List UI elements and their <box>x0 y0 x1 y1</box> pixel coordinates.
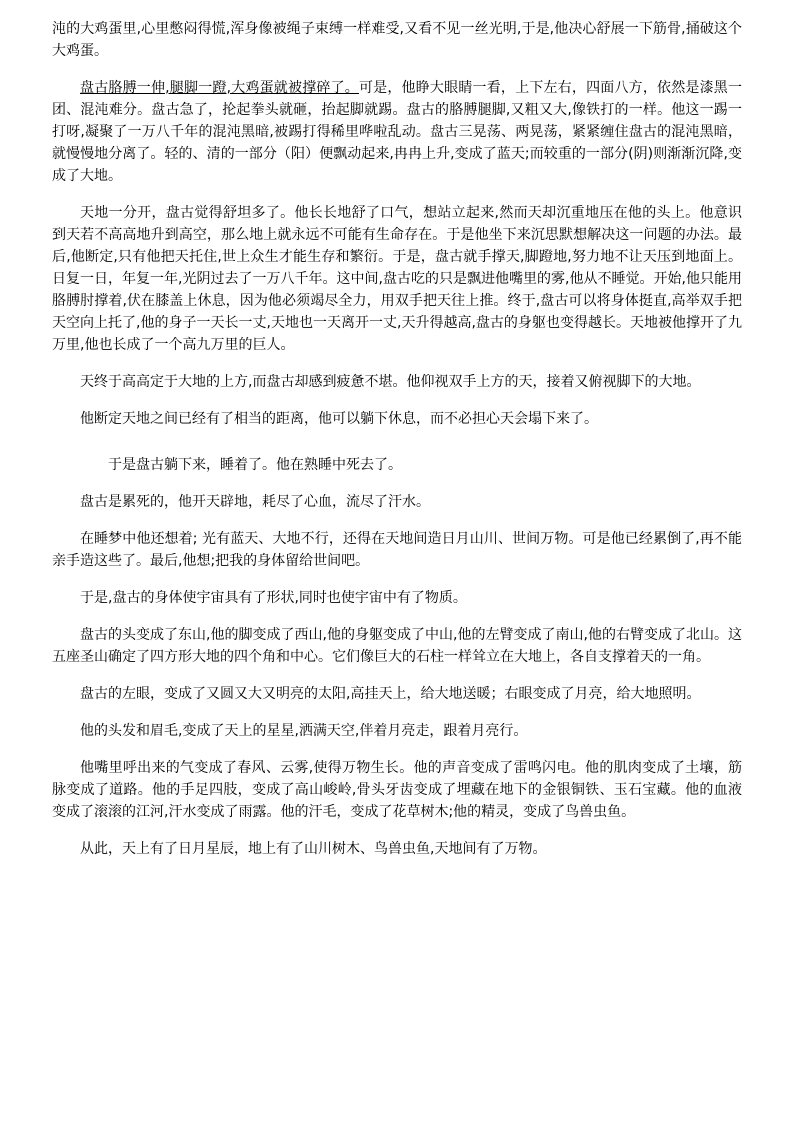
paragraph-12 <box>52 720 742 742</box>
paragraph-7 <box>52 491 742 513</box>
paragraph-10 <box>52 624 742 668</box>
paragraph-text: 盘古的左眼，变成了又圆又大又明亮的太阳,高挂天上，给大地送暖；右眼变成了月亮，给大地照明。 <box>80 686 701 702</box>
paragraph-text: 沌的大鸡蛋里,心里憋闷得慌,浑身像被绳子束缚一样难受,又看不见一丝光明,于是,他决心舒展一下筋骨,捅破这个大鸡蛋。 <box>52 21 742 59</box>
paragraph-text: 他断定天地之间已经有了相当的距离，他可以躺下休息，而不必担心天会塌下来了。 <box>80 411 598 427</box>
paragraph-4 <box>52 371 742 393</box>
paragraph-text: 天地一分开，盘古觉得舒坦多了。他长长地舒了口气，想站立起来,然而天却沉重地压在他的头上。他意识到天若不高高地升到高空，那么地上就永远不可能有生命存在。于是他坐下来沉思默想解决这一问题的办法。最后,他断定,只有他把天托住,世上众生才能生存和繁衍。于是，盘古就手撑天,脚蹬地,努力地不让天压到地面上。日复一日，年复一年,光阴过去了一万八千年。这中间,盘古吃的只是飘进他嘴里的雾,他从不睡觉。开始,他只能用胳膊肘撑着,伏在膝盖上休息，因为他必须竭尽全力，用双手把天往上推。终于,盘古可以将身体挺直,高举双手把天空向上托了,他的身子一天长一丈,天地也一天离开一丈,天升得越高,盘古的身躯也变得越长。天地被他撑开了九万里,他也长成了一个高九万里的巨人。 <box>52 205 742 353</box>
paragraph-text: 在睡梦中他还想着; 光有蓝天、大地不行，还得在天地间造日月山川、世间万物。可是他已经累倒了,再不能亲手造这些了。最后,他想;把我的身体留给世间吧。 <box>52 531 742 569</box>
paragraph-2 <box>52 77 742 187</box>
paragraph-text: 盘古是累死的，他开天辟地，耗尽了心血，流尽了汗水。 <box>80 494 430 510</box>
paragraph-text: 从此，天上有了日月星辰，地上有了山川树木、鸟兽虫鱼,天地间有了万物。 <box>80 841 547 857</box>
paragraph-1 <box>52 18 742 62</box>
paragraph-text: 天终于高高定于大地的上方,而盘古却感到疲惫不堪。他仰视双手上方的天，接着又俯视脚下的大地。 <box>80 374 701 390</box>
paragraph-text: 他嘴里呼出来的气变成了春风、云雾,使得万物生长。他的声音变成了雷鸣闪电。他的肌肉变成了土壤，筋脉变成了道路。他的手足四肢，变成了高山峻岭,骨头牙齿变成了埋藏在地下的金银铜铁、玉石宝藏。他的血液变成了滚滚的江河,汗水变成了雨露。他的汗毛，变成了花草树木;他的精灵，变成了鸟兽虫鱼。 <box>52 760 742 820</box>
paragraph-text: 可是，他睁大眼睛一看，上下左右，四面八方，依然是漆黑一团、混沌难分。盘古急了，抡起拳头就砸，抬起脚就踢。盘古的胳膊腿脚,又粗又大,像铁打的一样。他这一踢一打呀,凝聚了一万八千年的混沌黑暗,被踢打得稀里哗啦乱动。盘古三晃荡、两晃荡，紧紧缠住盘古的混沌黑暗，就慢慢地分离了。轻的、清的一部分（阳）便飘动起来,冉冉上升,变成了蓝天;而较重的一部分(阴)则渐渐沉降,变成了大地。 <box>52 80 742 184</box>
paragraph-14 <box>52 838 742 860</box>
underlined-sentence: 盘古胳膊一伸,腿脚一蹬,大鸡蛋就被撑碎了。 <box>80 80 359 96</box>
paragraph-13 <box>52 757 742 823</box>
paragraph-text: 盘古的头变成了东山,他的脚变成了西山,他的身躯变成了中山,他的左臂变成了南山,他的右臂变成了北山。这五座圣山确定了四方形大地的四个角和中心。它们像巨大的石柱一样耸立在大地上，各自支撑着天的一角。 <box>52 627 742 665</box>
paragraph-3 <box>52 202 742 356</box>
paragraph-8 <box>52 528 742 572</box>
paragraph-text: 他的头发和眉毛,变成了天上的星星,洒满天空,伴着月亮走，跟着月亮行。 <box>80 723 528 739</box>
paragraph-11 <box>52 683 742 705</box>
paragraph-9 <box>52 587 742 609</box>
paragraph-6 <box>52 454 742 476</box>
paragraph-text: 于是盘古躺下来，睡着了。他在熟睡中死去了。 <box>108 457 402 473</box>
paragraph-5 <box>52 408 742 430</box>
paragraph-text: 于是,盘古的身体使宇宙具有了形状,同时也使宇宙中有了物质。 <box>80 590 467 606</box>
